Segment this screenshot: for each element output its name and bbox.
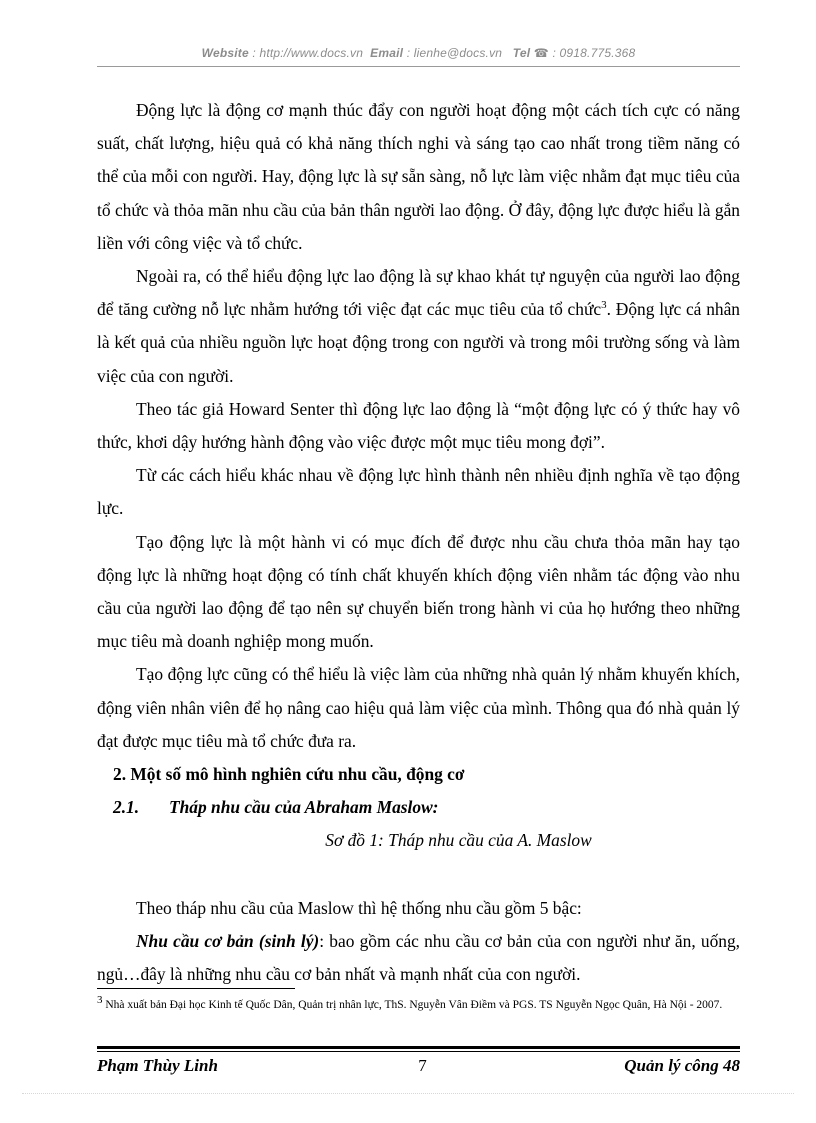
tel-label: Tel <box>512 46 531 60</box>
paragraph-2 <box>97 260 740 393</box>
footnote-divider <box>97 988 295 989</box>
page-footer <box>97 1056 740 1080</box>
heading-number: 2.1. <box>113 797 140 818</box>
basic-need-paragraph <box>97 925 740 991</box>
section-heading-2-1 <box>97 791 740 824</box>
paragraph-2-text: Ngoài ra, có thể hiểu động lực lao động là sự khao khát tự nguyện của người lao động để tăng cường nỗ lực nhằm hướng tới việc đạt các mục tiêu của tổ chức <box>97 266 740 320</box>
page-number: 7 <box>418 1056 427 1075</box>
page-header <box>97 46 740 60</box>
footer-thin-rule <box>97 1051 740 1052</box>
paragraph-5: Tạo động lực là một hành vi có mục đích để được nhu cầu chưa thỏa mãn hay tạo động lực là những hoạt động có tính chất khuyến khích động viên nhằm tác động vào nhu cầu của người lao động để tạo nên sự chuyển biến trong hành vi của họ hướng theo những mục tiêu mà doanh nghiệp mong muốn. <box>97 531 740 652</box>
paragraph-2-tail: . Động lực cá nhân là kết quả của nhiều nguồn lực hoạt động trong con người và trong môi trường sống và làm việc của con người. <box>97 299 740 386</box>
figure-caption: Sơ đồ 1: Tháp nhu cầu của A. Maslow <box>325 830 592 851</box>
paragraph-6: Tạo động lực cũng có thể hiểu là việc làm của những nhà quản lý nhằm khuyến khích, động viên nhân viên để họ nâng cao hiệu quả làm việc của mình. Thông qua đó nhà quản lý đạt được mục tiêu mà tổ chức đưa ra. <box>97 664 740 751</box>
website-label: Website <box>201 46 249 60</box>
website-value: : http://www.docs.vn <box>248 46 364 60</box>
document-body <box>97 94 740 991</box>
paragraph-3: Theo tác giả Howard Senter thì động lực lao động là “một động lực có ý thức hay vô thức, khơi dậy hướng hành động vào việc được một mục tiêu mong đợi”. <box>97 398 740 453</box>
page-bottom-dotted-line <box>22 1093 794 1094</box>
header-divider <box>97 66 740 67</box>
basic-need-term: Nhu cầu cơ bản (sinh lý) <box>136 930 320 951</box>
footer-thick-rule <box>97 1046 740 1049</box>
footnote-text: Nhà xuất bản Đại học Kinh tế Quốc Dân, Quản trị nhân lực, ThS. Nguyễn Vân Điềm và PGS. TS Nguyễn Ngọc Quân, Hà Nội - 2007. <box>102 999 723 1011</box>
paragraph-1: Động lực là động cơ mạnh thúc đẩy con người hoạt động một cách tích cực có năng suất, chất lượng, hiệu quả có khả năng thích nghi và sáng tạo cao nhất trong tiềm năng có thể của mỗi con người. Hay, động lực là sự sẵn sàng, nỗ lực làm việc nhằm đạt mục tiêu của tổ chức và thỏa mãn nhu cầu của bản thân người lao động. Ở đây, động lực được hiểu là gắn liền với công việc và tổ chức. <box>97 100 740 253</box>
maslow-intro: Theo tháp nhu cầu của Maslow thì hệ thống nhu cầu gồm 5 bậc: <box>136 897 582 918</box>
footer-class: Quản lý công 48 <box>624 1056 740 1075</box>
section-heading-2: 2. Một số mô hình nghiên cứu nhu cầu, động cơ <box>113 764 465 785</box>
email-label: Email <box>370 46 404 60</box>
footnote <box>97 996 740 1014</box>
footer-author: Phạm Thùy Linh <box>97 1056 218 1075</box>
tel-value: ☎ : 0918.775.368 <box>530 46 636 60</box>
heading-text: Tháp nhu cầu của Abraham Maslow: <box>169 797 439 818</box>
figure-placeholder <box>97 858 740 892</box>
basic-need-text: : bao gồm các nhu cầu cơ bản của con người như ăn, uống, ngủ…đây là những nhu cầu cơ bản nhất và mạnh nhất của con người. <box>97 930 741 985</box>
footnote-ref: 3 <box>601 299 607 312</box>
paragraph-4: Từ các cách hiểu khác nhau về động lực hình thành nên nhiều định nghĩa về tạo động lực. <box>97 465 740 519</box>
footnote-mark: 3 <box>97 994 103 1007</box>
email-value: : lienhe@docs.vn <box>403 46 503 60</box>
